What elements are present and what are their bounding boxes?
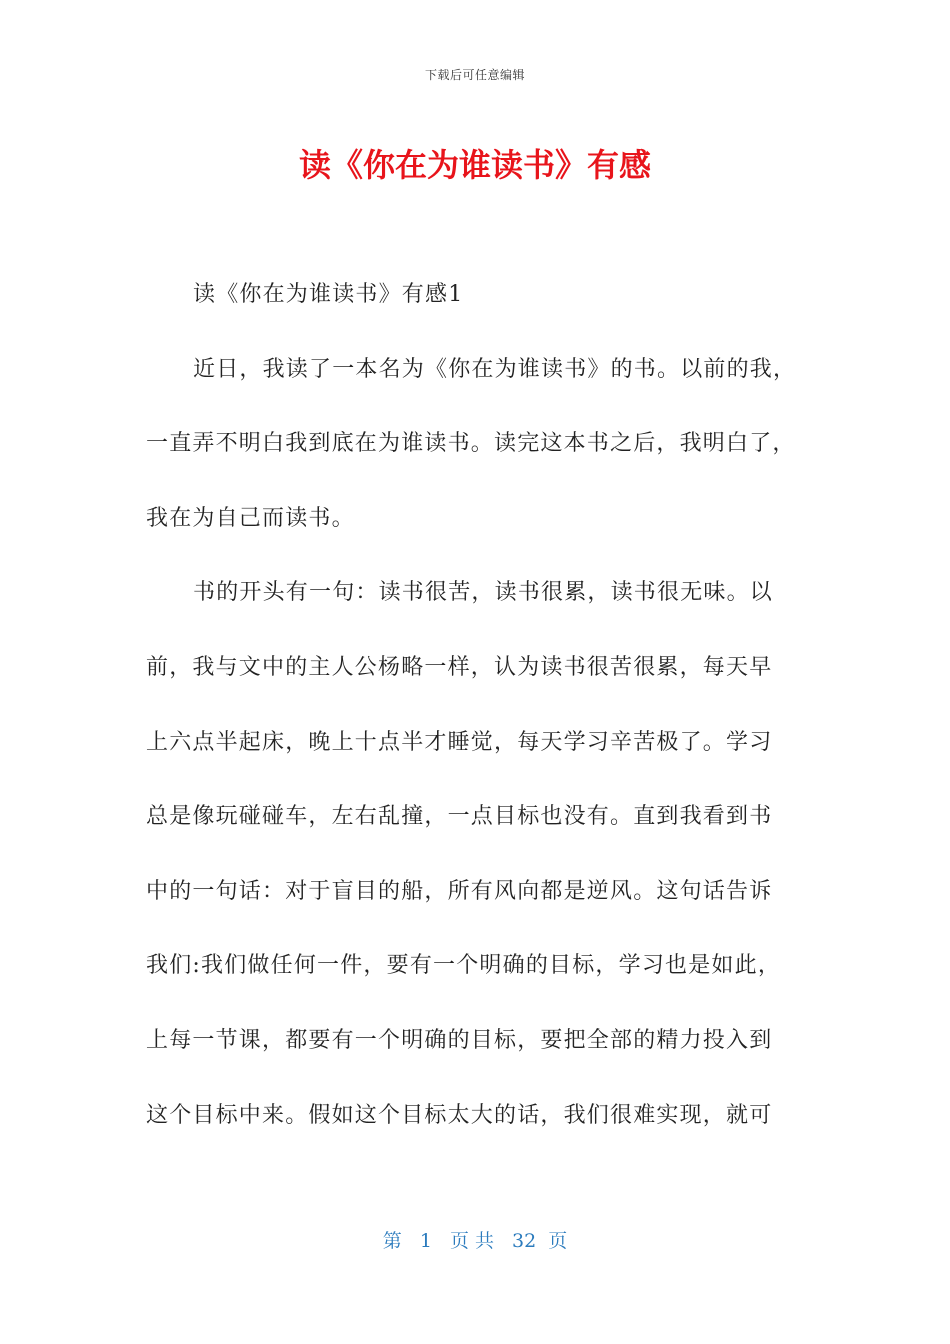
document-body: [146, 270, 806, 1165]
section-heading: 读《你在为谁读书》有感1: [193, 282, 464, 307]
paragraph-line: 这个目标中来。假如这个目标太大的话，我们很难实现，就可: [146, 1102, 773, 1128]
paragraph-line: 中的一句话：对于盲目的船，所有风向都是逆风。这句话告诉: [146, 878, 773, 904]
paragraph-line: 前，我与文中的主人公杨略一样，认为读书很苦很累，每天早: [146, 654, 773, 680]
total-pages: 32: [512, 1230, 537, 1252]
paragraph-line: 我们:我们做任何一件，要有一个明确的目标，学习也是如此，: [146, 953, 782, 979]
paragraph-line: 我在为自己而读书。: [146, 505, 355, 531]
current-page-number: 1: [419, 1230, 432, 1252]
paragraph-line: 总是像玩碰碰车，左右乱撞，一点目标也没有。直到我看到书: [146, 804, 773, 830]
footer-middle: 页 共: [449, 1230, 494, 1252]
page-footer: [0, 1226, 950, 1253]
footer-prefix: 第: [382, 1230, 402, 1252]
paragraph-line: 上每一节课，都要有一个明确的目标，要把全部的精力投入到: [146, 1027, 773, 1053]
paragraph-line: 近日，我读了一本名为《你在为谁读书》的书。以前的我，: [193, 356, 797, 382]
document-title: 读《你在为谁读书》有感: [298, 146, 651, 184]
header-note: 下载后可任意编辑: [424, 68, 525, 82]
paragraph-line: 一直弄不明白我到底在为谁读书。读完这本书之后，我明白了，: [146, 431, 796, 457]
paragraph-line: 上六点半起床，晚上十点半才睡觉，每天学习辛苦极了。学习: [146, 729, 773, 755]
footer-suffix: 页: [548, 1230, 568, 1252]
paragraph-line: 书的开头有一句：读书很苦，读书很累，读书很无味。以: [193, 580, 774, 606]
